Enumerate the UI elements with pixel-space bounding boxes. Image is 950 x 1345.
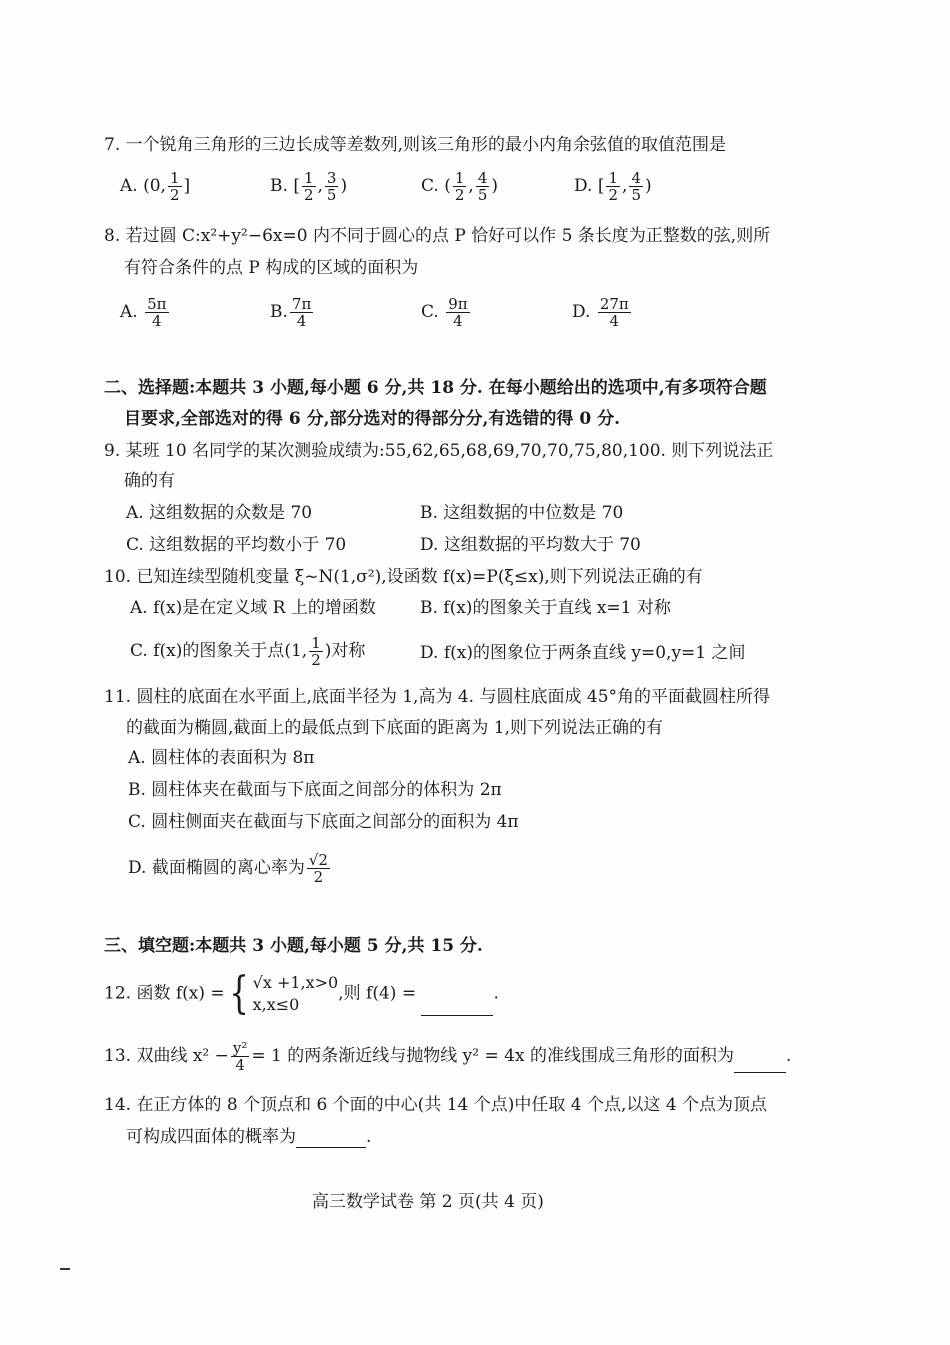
q7-option-d: D. [ $\frac{1}{2}$ , $\frac{4}{5}$ ) <box>574 169 652 204</box>
q9-option-d: D. 这组数据的平均数大于 70 <box>420 535 641 555</box>
q7-stem: 7. 一个锐角三角形的三边长成等差数列,则该三角形的最小内角余弦值的取值范围是 <box>104 135 727 155</box>
q13-stem: 13. 双曲线 x² − $\frac{\text{y²}}{4}$ = 1 的两条渐近线与抛物线 y² = 4x 的准线围成三角形的面积为 . <box>104 1039 792 1074</box>
q8-stem-line1: 8. 若过圆 C:x²+y²−6x=0 内不同于圆心的点 P 恰好可以作 5 条长度为正整数的弦,则所 <box>104 226 771 246</box>
q10-option-c: C. f(x)的图象关于点(1, $\frac{1}{2}$ )对称 <box>130 634 366 669</box>
q8-option-c: C. $\frac{9\pi}{4}$ <box>421 295 468 330</box>
q12-case2: x,x≤0 <box>252 995 300 1014</box>
q8-stem-line2: 有符合条件的点 P 构成的区域的面积为 <box>124 258 419 278</box>
q7-option-c: C. ( $\frac{1}{2}$ , $\frac{4}{5}$ ) <box>421 169 498 204</box>
q9-option-b: B. 这组数据的中位数是 70 <box>420 503 624 523</box>
scan-mark <box>60 1268 70 1270</box>
q11-option-a: A. 圆柱体的表面积为 8π <box>128 748 315 768</box>
section3-heading: 三、填空题:本题共 3 小题,每小题 5 分,共 15 分. <box>104 936 483 956</box>
q14-stem-line2: 可构成四面体的概率为 . <box>126 1127 372 1147</box>
section2-heading-line2: 目要求,全部选对的得 6 分,部分选对的得部分分,有选错的得 0 分. <box>124 409 621 429</box>
page-footer: 高三数学试卷 第 2 页(共 4 页) <box>312 1192 544 1212</box>
q12-case1: √x +1,x>0 <box>252 973 339 992</box>
q10-option-b: B. f(x)的图象关于直线 x=1 对称 <box>420 598 671 618</box>
q8-option-b: B. $\frac{7\pi}{4}$ <box>270 295 312 330</box>
q11-stem-line2: 的截面为椭圆,截面上的最低点到下底面的距离为 1,则下列说法正确的有 <box>126 718 664 738</box>
q8-option-a: A. $\frac{5\pi}{4}$ <box>120 295 167 330</box>
q9-option-c: C. 这组数据的平均数小于 70 <box>126 535 347 555</box>
q8-option-d: D. $\frac{27\pi}{4}$ <box>572 295 629 330</box>
q11-stem-line1: 11. 圆柱的底面在水平面上,底面半径为 1,高为 4. 与圆柱底面成 45°角的平面截圆柱所得 <box>104 687 771 707</box>
q13-answer-blank[interactable] <box>734 1050 786 1073</box>
section2-heading-line1: 二、选择题:本题共 3 小题,每小题 6 分,共 18 分. 在每小题给出的选项中,有多项符合题 <box>104 378 767 398</box>
left-brace: { <box>228 968 249 1019</box>
q12-stem: 12. 函数 f(x) ={ √x +1,x>0 x,x≤0 ,则 f(4) = . <box>104 968 499 1019</box>
q9-stem-line1: 9. 某班 10 名同学的某次测验成绩为:55,62,65,68,69,70,70,75,80,100. 则下列说法正 <box>104 441 774 461</box>
q10-option-a: A. f(x)是在定义域 R 上的增函数 <box>130 598 376 618</box>
q9-option-a: A. 这组数据的众数是 70 <box>126 503 313 523</box>
q11-option-d: D. 截面椭圆的离心率为 $\frac{√2}{2}$ <box>128 851 328 886</box>
q7-option-b: B. [ $\frac{1}{2}$ , $\frac{3}{5}$ ) <box>270 169 348 204</box>
q11-option-c: C. 圆柱侧面夹在截面与下底面之间部分的面积为 4π <box>128 812 519 832</box>
q10-option-d: D. f(x)的图象位于两条直线 y=0,y=1 之间 <box>420 643 746 663</box>
q12-answer-blank[interactable] <box>421 993 493 1016</box>
q7-option-a: A. (0, $\frac{1}{2}$ ] <box>120 169 191 204</box>
q10-stem: 10. 已知连续型随机变量 ξ~N(1,σ²),设函数 f(x)=P(ξ≤x),则下列说法正确的有 <box>104 567 703 587</box>
q9-stem-line2: 确的有 <box>124 471 175 491</box>
q11-option-b: B. 圆柱体夹在截面与下底面之间部分的体积为 2π <box>128 780 502 800</box>
q14-stem-line1: 14. 在正方体的 8 个顶点和 6 个面的中心(共 14 个点)中任取 4 个点,以这 4 个点为顶点 <box>104 1095 768 1115</box>
q14-answer-blank[interactable] <box>296 1125 366 1148</box>
